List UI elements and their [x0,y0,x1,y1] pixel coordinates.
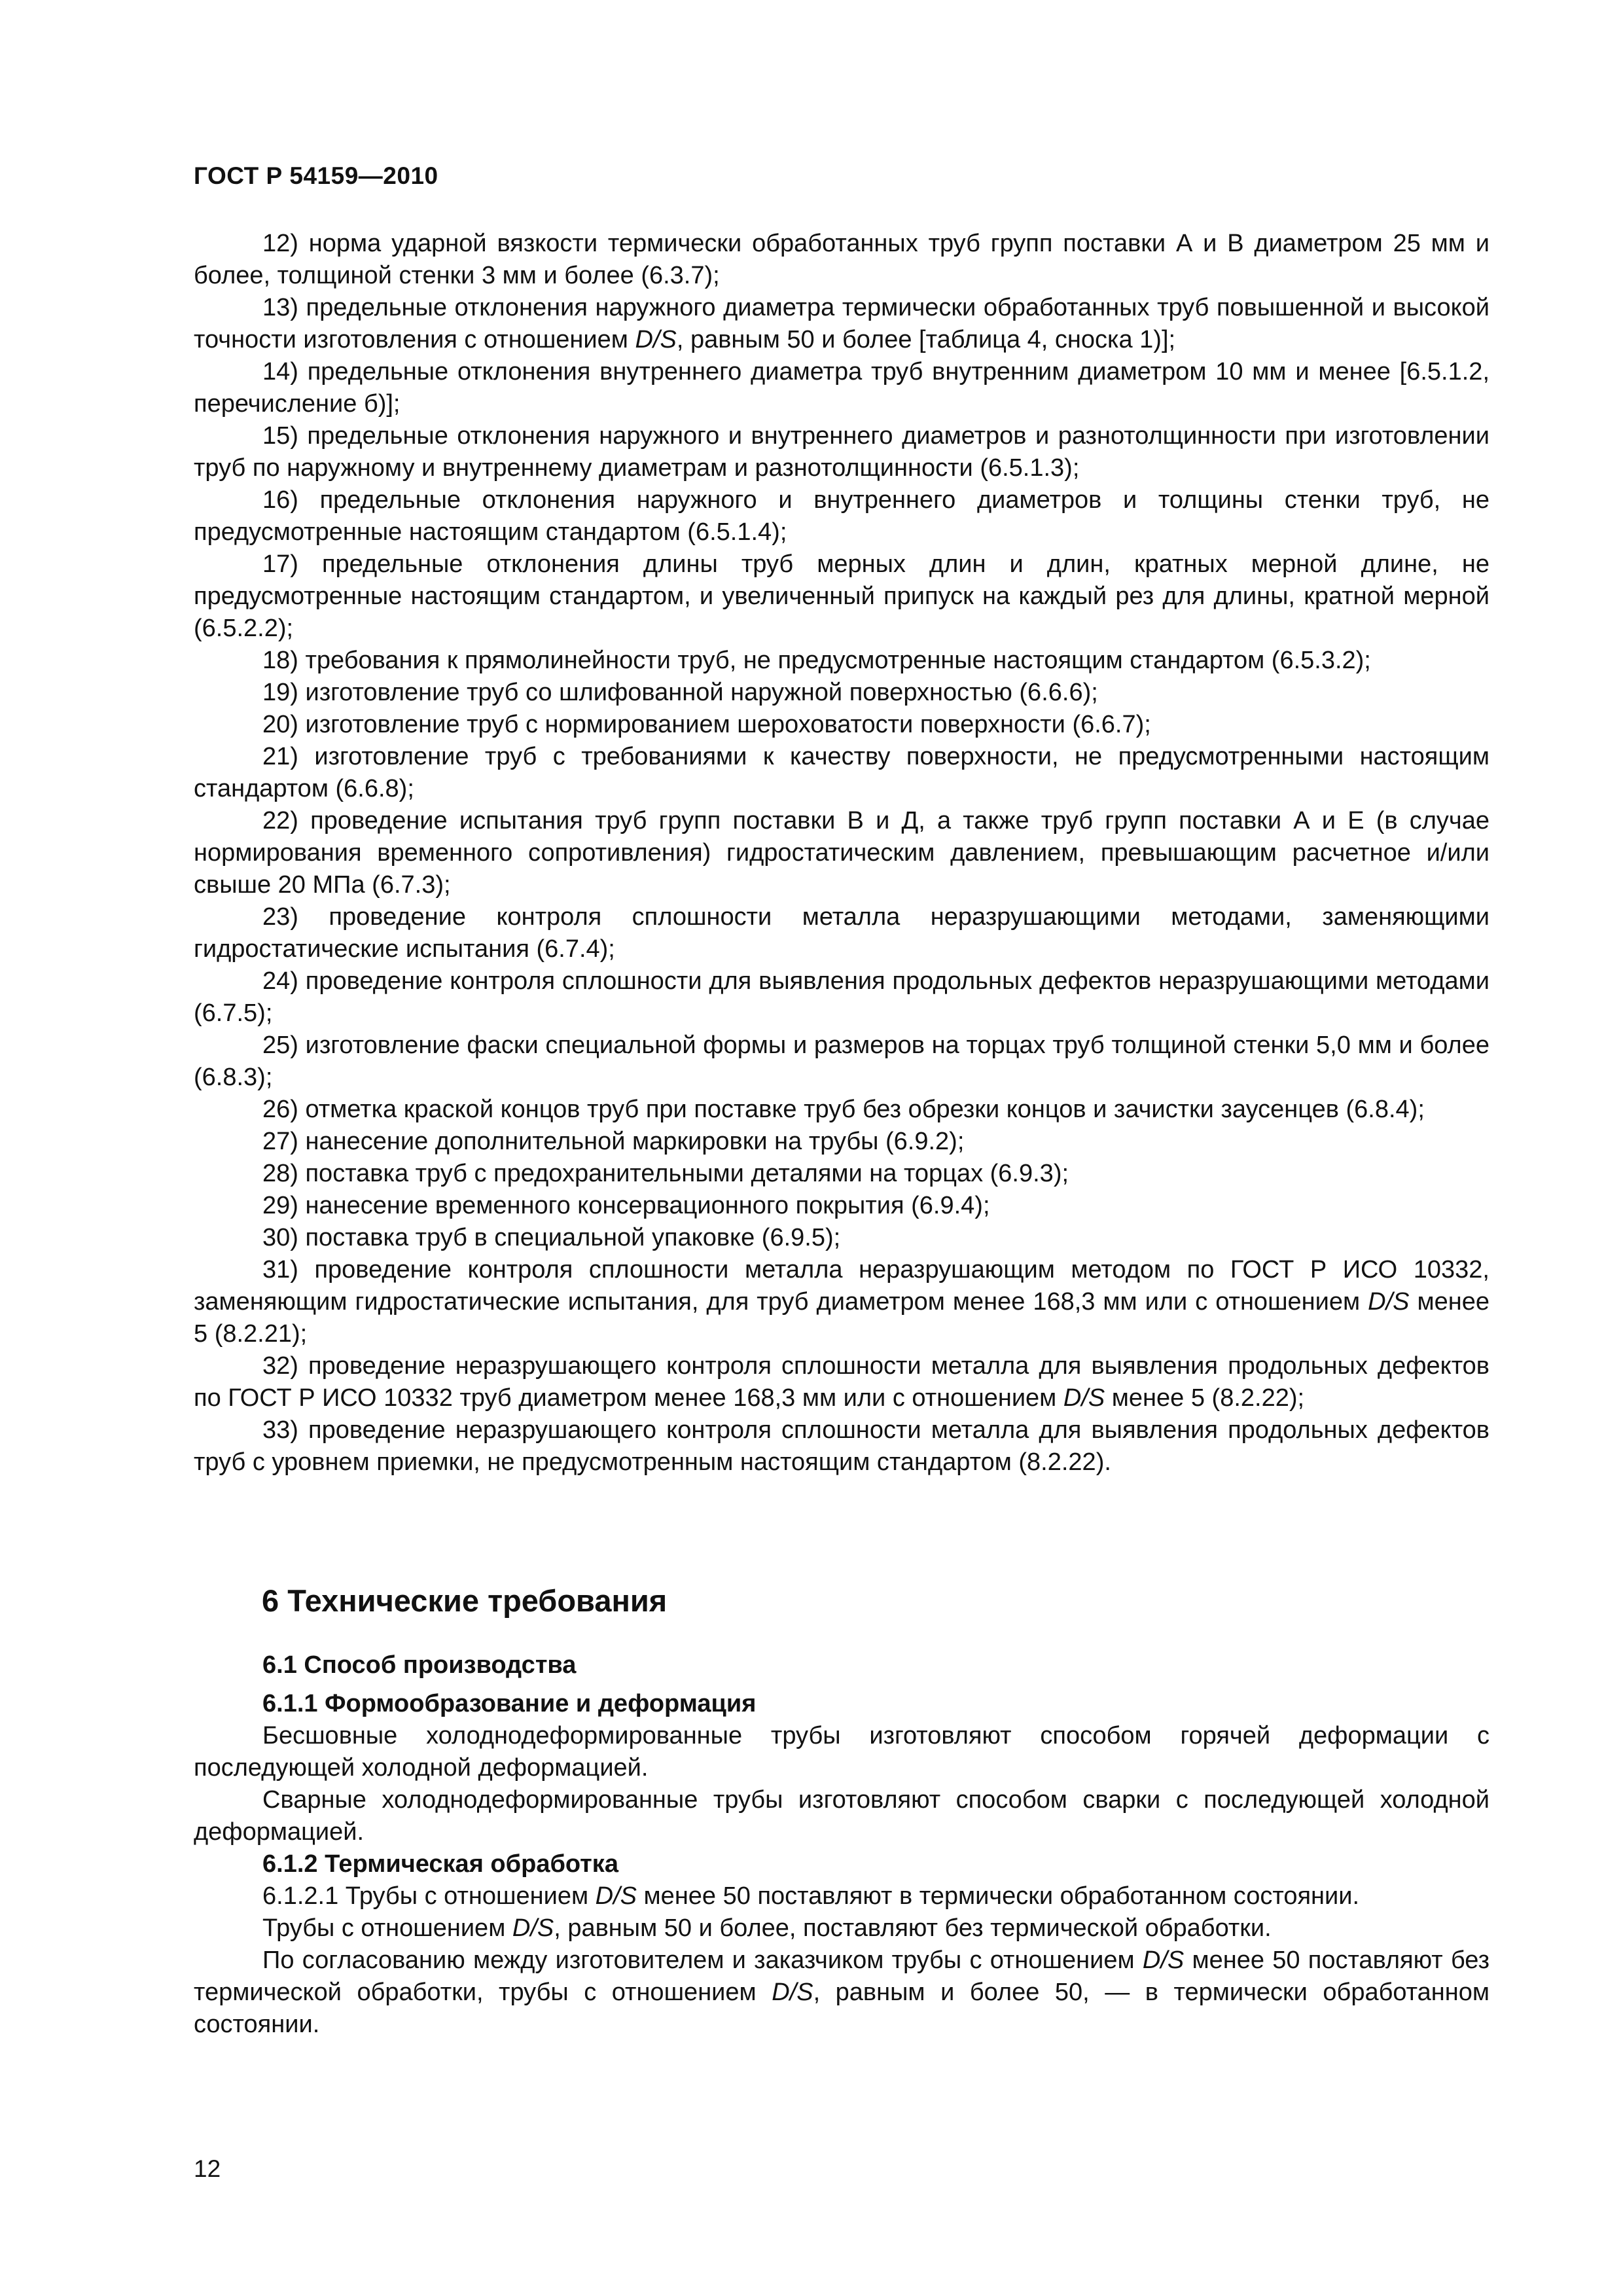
list-item: 19) изготовление труб со шлифованной наружной поверхностью (6.6.6); [262,679,1098,706]
paragraph: Бесшовные холоднодеформированные трубы изготовляют способом горячей деформации с последующей холодной деформацией. [194,1722,1489,1782]
subsubsection-title: 6.1.2 Термическая обработка [262,1850,618,1878]
list-item: 32) проведение неразрушающего контроля сплошности металла для выявления продольных дефектов по ГОСТ Р ИСО 10332 труб диаметром менее 168,3 мм или с отношением D/S менее 5 (8.2.22); [194,1352,1489,1412]
list-item: 13) предельные отклонения наружного диаметра термически обработанных труб повышенной и высокой точности изготовления с отношением D/S, равным 50 и более [таблица 4, сноска 1)]; [194,294,1489,353]
list-item: 24) проведение контроля сплошности для выявления продольных дефектов неразрушающими методами (6.7.5); [194,967,1489,1027]
list-item: 33) проведение неразрушающего контроля сплошности металла для выявления продольных дефектов труб с уровнем приемки, не предусмотренным настоящим стандартом (8.2.22). [194,1416,1489,1476]
list-item: 23) проведение контроля сплошности металла неразрушающими методами, заменяющими гидростатические испытания (6.7.4); [194,903,1489,963]
paragraph: Трубы с отношением D/S, равным 50 и более, поставляют без термической обработки. [262,1914,1272,1942]
list-item: 17) предельные отклонения длины труб мерных длин и длин, кратных мерной длине, не предусмотренные настоящим стандартом, и увеличенный припуск на каждый рез для длины, кратной мерной (6.5.2.2); [194,550,1489,642]
section-body [194,1649,1489,2041]
list-item: 28) поставка труб с предохранительными деталями на торцах (6.9.3); [262,1160,1069,1187]
list-item: 25) изготовление фаски специальной формы и размеров на торцах труб толщиной стенки 5,0 мм и более (6.8.3); [194,1031,1489,1091]
subsection-title: 6.1 Способ производства [262,1651,577,1679]
paragraph: Сварные холоднодеформированные трубы изготовляют способом сварки с последующей холодной деформацией. [194,1786,1489,1846]
list-item: 29) нанесение временного консервационного покрытия (6.9.4); [262,1192,990,1219]
paragraph: 6.1.2.1 Трубы с отношением D/S менее 50 поставляют в термически обработанном состоянии. [262,1882,1360,1910]
list-item: 26) отметка краской концов труб при поставке труб без обрезки концов и зачистки заусенцев (6.8.4); [262,1096,1425,1123]
list-item: 15) предельные отклонения наружного и внутреннего диаметров и разнотолщинности при изготовлении труб по наружному и внутреннему диаметрам и разнотолщинности (6.5.1.3); [194,422,1489,482]
subsubsection-title: 6.1.1 Формообразование и деформация [262,1690,757,1717]
section-title: 6 Технические требования [262,1583,668,1618]
document-code: ГОСТ Р 54159—2010 [194,162,438,189]
list-item: 12) норма ударной вязкости термически обработанных труб групп поставки А и В диаметром 25 мм и более, толщиной стенки 3 мм и более (6.3.7); [194,230,1489,289]
list-item: 21) изготовление труб с требованиями к качеству поверхности, не предусмотренными настоящим стандартом (6.6.8); [194,743,1489,802]
paragraph: По согласованию между изготовителем и заказчиком трубы с отношением D/S менее 50 поставляют без термической обработки, трубы с отношением D/S, равным и более 50, — в термически обработанном состоянии. [194,1946,1490,2038]
list-item: 30) поставка труб в специальной упаковке (6.9.5); [262,1224,841,1251]
list-item: 22) проведение испытания труб групп поставки В и Д, а также труб групп поставки А и Е (в случае нормирования временного сопротивления) гидростатическим давлением, превышающим расчетное и/или свыше 20 МПа (6.7.3); [194,807,1489,899]
list-item: 20) изготовление труб с нормированием шероховатости поверхности (6.6.7); [262,711,1151,738]
list-item: 27) нанесение дополнительной маркировки на трубы (6.9.2); [262,1128,965,1155]
list-item: 14) предельные отклонения внутреннего диаметра труб внутренним диаметром 10 мм и менее [6.5.1.2, перечисление б)]; [194,358,1489,418]
page-number: 12 [194,2155,221,2182]
list-item: 31) проведение контроля сплошности металла неразрушающим методом по ГОСТ Р ИСО 10332, заменяющим гидростатические испытания, для труб диаметром менее 168,3 мм или с отношением D/S менее 5 (8.2.21); [194,1256,1489,1348]
list-item: 18) требования к прямолинейности труб, не предусмотренные настоящим стандартом (6.5.3.2); [262,647,1371,674]
list-item: 16) предельные отклонения наружного и внутреннего диаметров и толщины стенки труб, не предусмотренные настоящим стандартом (6.5.1.4); [194,486,1489,546]
requirements-list [194,228,1489,1479]
